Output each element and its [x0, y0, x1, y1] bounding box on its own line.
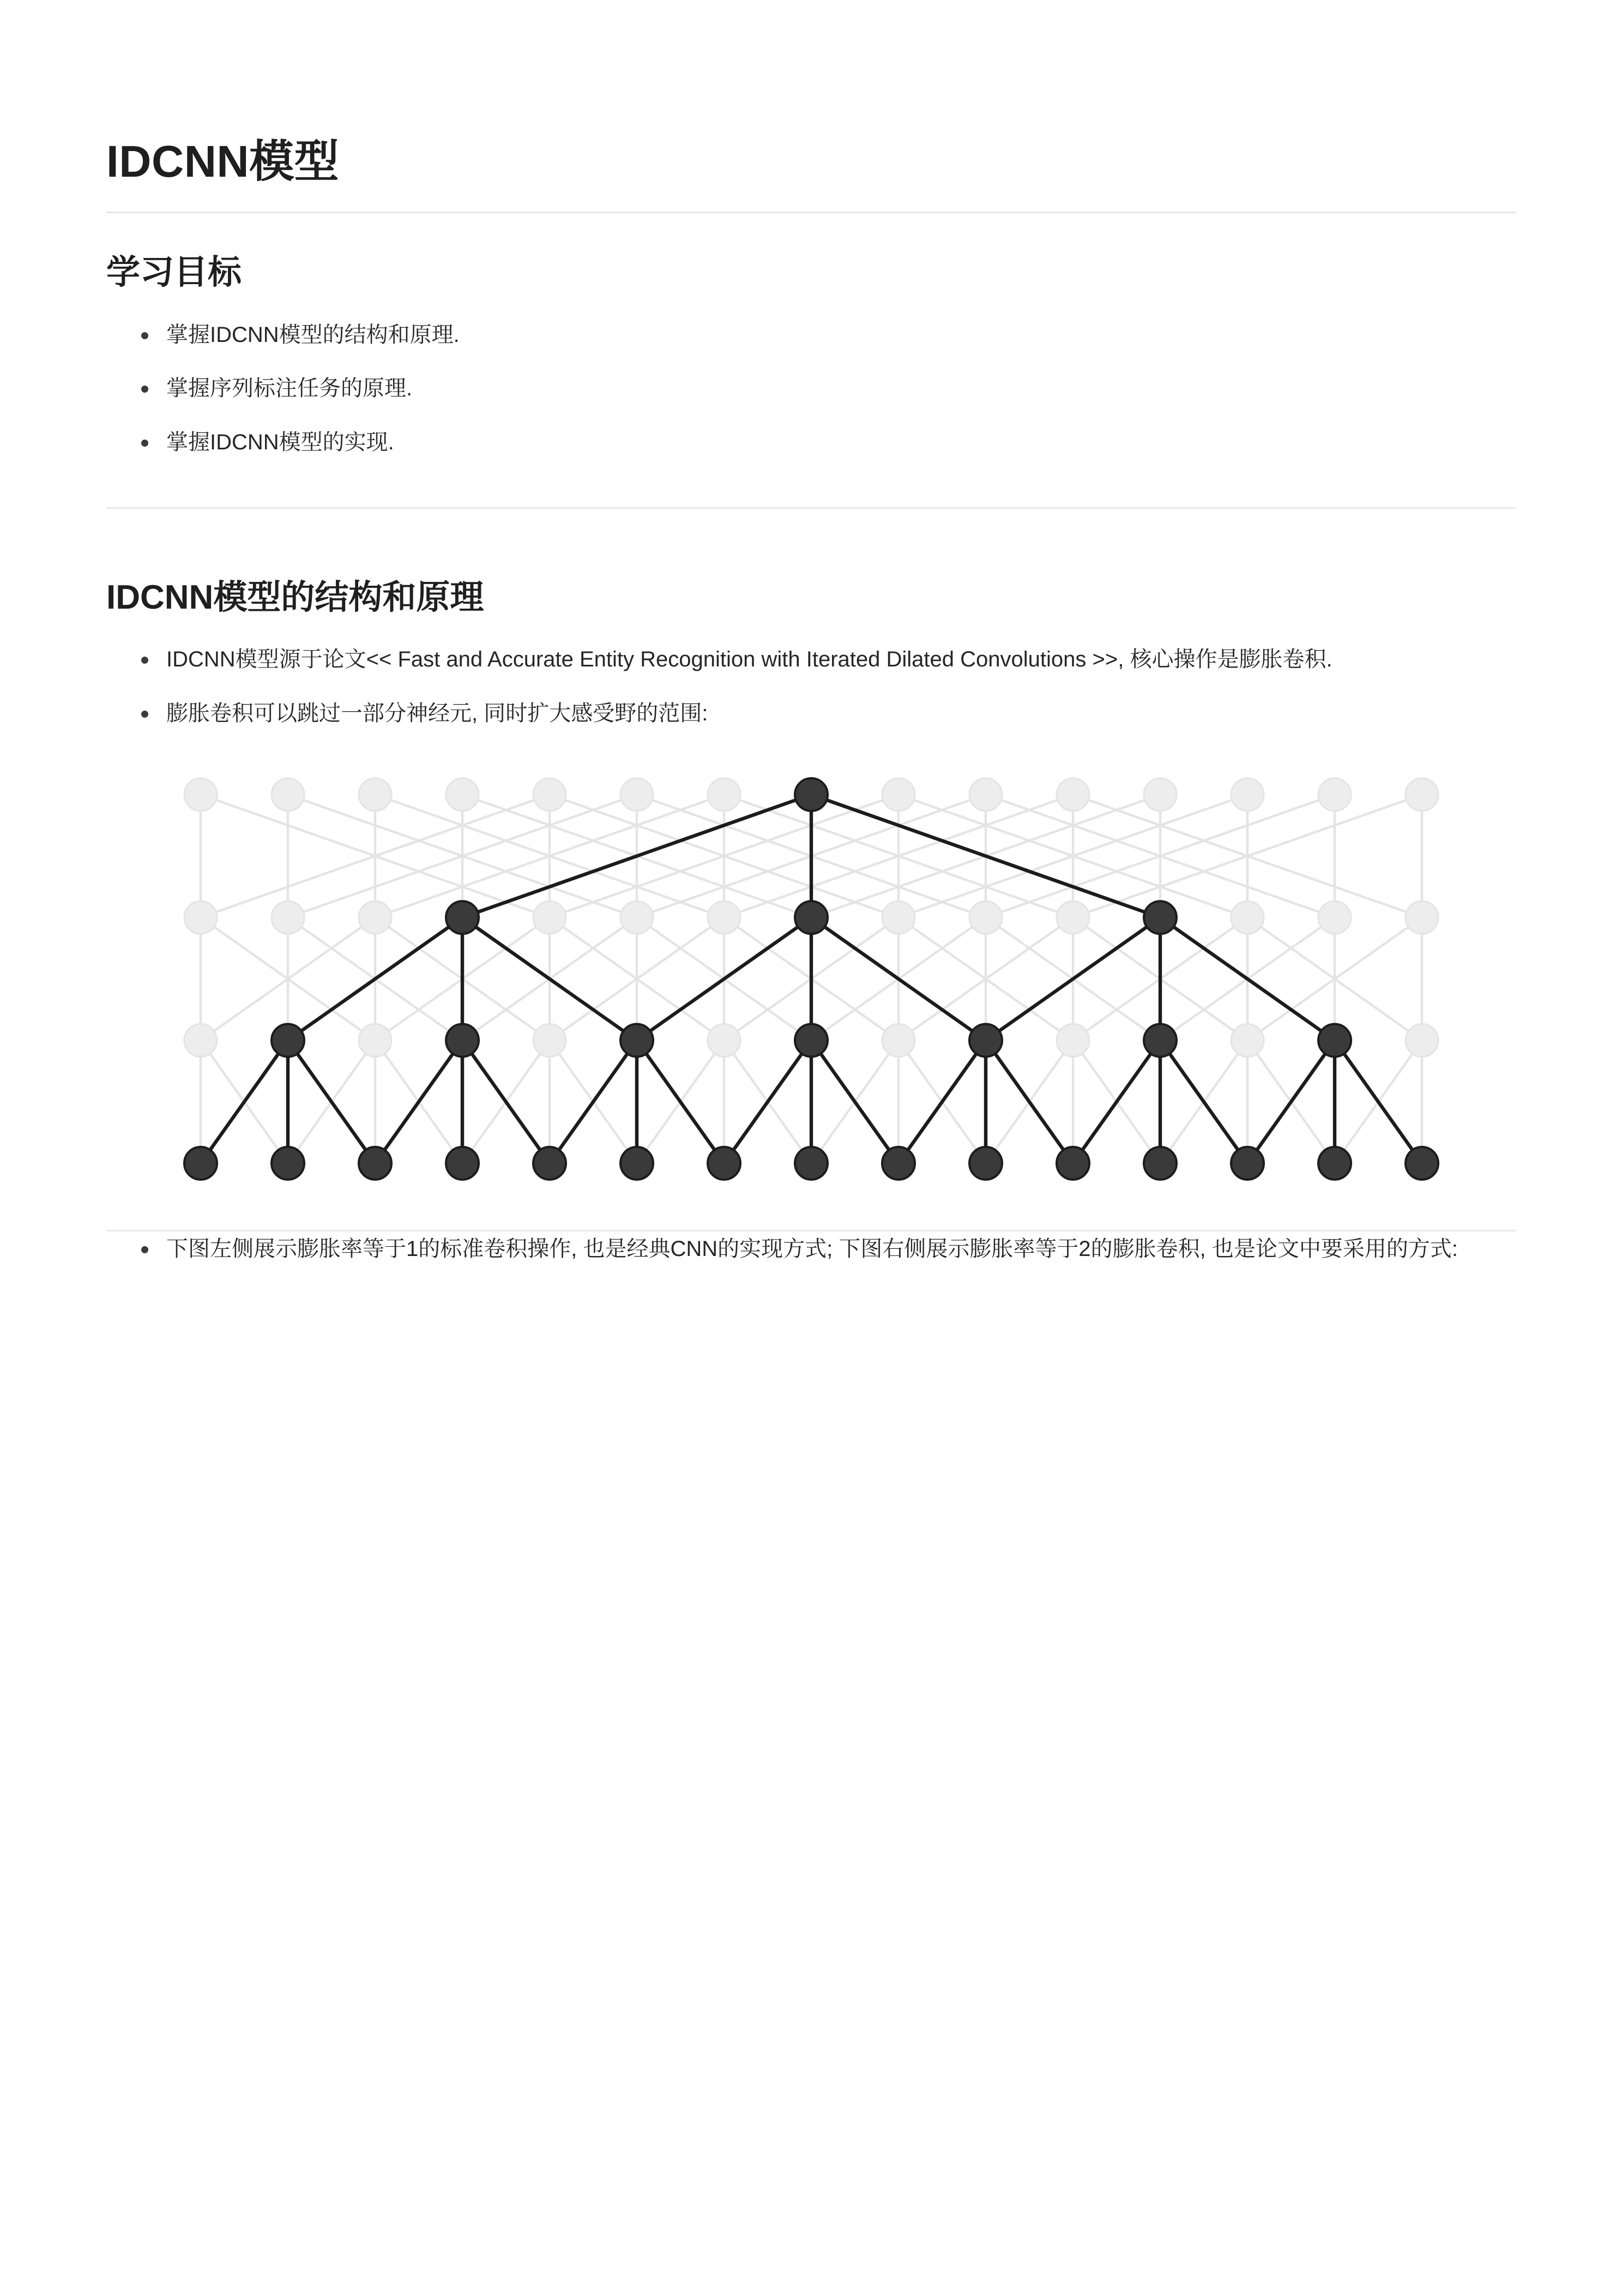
active-neuron [1231, 1147, 1264, 1180]
active-neuron [620, 1147, 653, 1180]
inactive-neuron [1144, 778, 1177, 811]
inactive-neuron [1231, 778, 1264, 811]
section-title-goals: 学习目标 [106, 254, 242, 292]
list-item: IDCNN模型源于论文<< Fast and Accurate Entity Recognition with Iterated Dilated Convolutions >>, 核心操作是膨胀卷积. [155, 642, 1516, 677]
inactive-neuron [359, 1024, 391, 1057]
active-neuron [620, 1024, 653, 1057]
active-neuron [1406, 1147, 1438, 1180]
inactive-neuron [620, 901, 653, 934]
active-neuron [1144, 1147, 1177, 1180]
list-item: 掌握IDCNN模型的实现. [155, 425, 1516, 460]
active-neuron [1318, 1024, 1351, 1057]
inactive-neuron [533, 1024, 566, 1057]
inactive-neuron [184, 778, 217, 811]
list-item: 掌握IDCNN模型的结构和原理. [155, 317, 1516, 353]
active-neuron [1057, 1147, 1089, 1180]
active-neuron [795, 901, 828, 934]
inactive-neuron [533, 778, 566, 811]
goals-list [106, 317, 1516, 460]
inactive-neuron [1318, 778, 1351, 811]
active-neuron [1318, 1147, 1351, 1180]
inactive-neuron [882, 778, 915, 811]
inactive-neuron [272, 778, 304, 811]
title-divider [106, 212, 1516, 213]
active-neuron [969, 1147, 1002, 1180]
active-neuron [533, 1147, 566, 1180]
active-neuron [1144, 1024, 1177, 1057]
inactive-neuron [969, 901, 1002, 934]
active-neuron [446, 901, 479, 934]
inactive-neuron [882, 901, 915, 934]
inactive-neuron [1406, 901, 1438, 934]
active-neuron [272, 1024, 304, 1057]
inactive-neuron [1406, 778, 1438, 811]
section-title-structure: IDCNN模型的结构和原理 [106, 579, 484, 617]
spacer [106, 548, 1516, 578]
active-neuron [795, 1147, 828, 1180]
inactive-neuron [359, 901, 391, 934]
structure-after-figure-list [106, 1231, 1516, 1267]
page-bottom-space [106, 1267, 1516, 1840]
inactive-neuron [533, 901, 566, 934]
inactive-neuron [708, 778, 740, 811]
list-item: 掌握序列标注任务的原理. [155, 371, 1516, 406]
active-neuron [969, 1024, 1002, 1057]
active-neuron [795, 1024, 828, 1057]
inactive-neuron [1057, 778, 1089, 811]
active-neuron [795, 778, 828, 811]
inactive-neuron [272, 901, 304, 934]
list-item: 膨胀卷积可以跳过一部分神经元, 同时扩大感受野的范围: [155, 696, 1516, 731]
inactive-neuron [446, 778, 479, 811]
inactive-neuron [184, 901, 217, 934]
section-learning-goals [106, 253, 1516, 460]
list-item: 下图左侧展示膨胀率等于1的标准卷积操作, 也是经典CNN的实现方式; 下图右侧展示膨胀率等于2的膨胀卷积, 也是论文中要采用的方式: [155, 1231, 1516, 1267]
active-neuron [708, 1147, 740, 1180]
inactive-neuron [184, 1024, 217, 1057]
inactive-neuron [708, 901, 740, 934]
inactive-neuron [359, 778, 391, 811]
inactive-neuron [1057, 1024, 1089, 1057]
page-title: IDCNN模型 [106, 137, 340, 187]
inactive-neuron [1057, 901, 1089, 934]
dilated-convolution-diagram [157, 766, 1466, 1192]
active-neuron [184, 1147, 217, 1180]
active-neuron [1144, 901, 1177, 934]
inactive-neuron [1231, 901, 1264, 934]
inactive-neuron [1406, 1024, 1438, 1057]
inactive-neuron [708, 1024, 740, 1057]
structure-list [106, 642, 1516, 731]
spacer [106, 460, 1516, 507]
active-neuron [272, 1147, 304, 1180]
active-neuron [446, 1147, 479, 1180]
active-neuron [359, 1147, 391, 1180]
inactive-neuron [969, 778, 1002, 811]
figure-container [106, 766, 1516, 1192]
active-neuron [882, 1147, 915, 1180]
goals-divider [106, 507, 1516, 509]
inactive-neuron [882, 1024, 915, 1057]
inactive-neuron [620, 778, 653, 811]
section-structure [106, 548, 1516, 1267]
inactive-neuron [1318, 901, 1351, 934]
active-neuron [446, 1024, 479, 1057]
inactive-neuron [1231, 1024, 1264, 1057]
